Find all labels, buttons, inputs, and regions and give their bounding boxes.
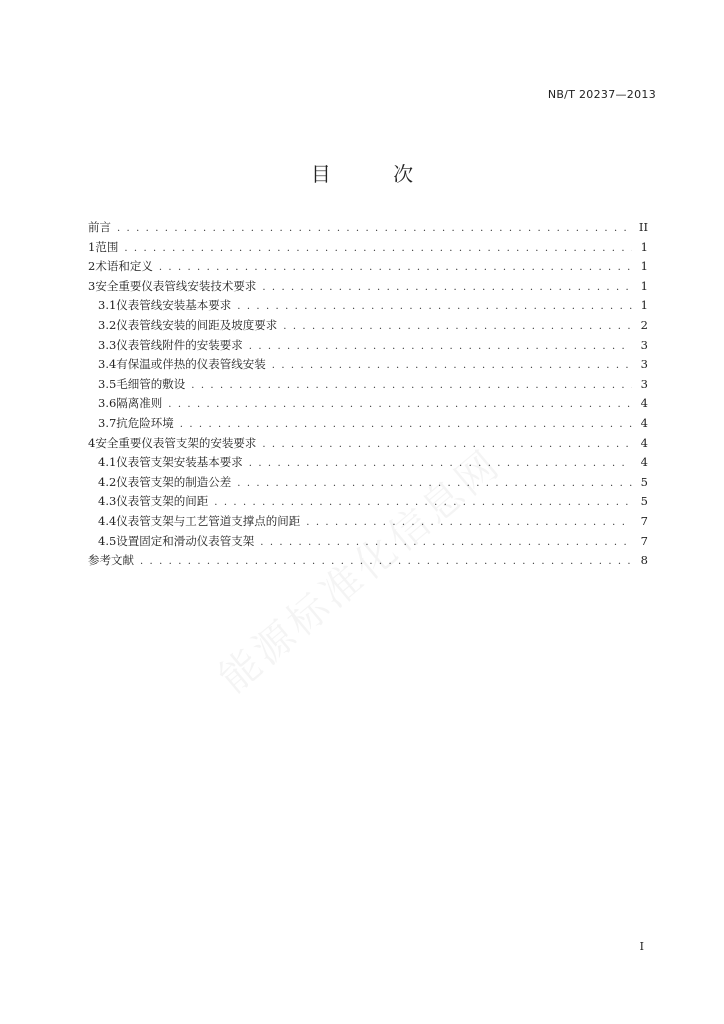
toc-entry-label: 术语和定义 bbox=[95, 259, 153, 274]
dot-leader bbox=[283, 317, 632, 337]
table-of-contents bbox=[88, 218, 648, 571]
toc-entry[interactable] bbox=[88, 473, 648, 493]
dot-leader bbox=[306, 513, 632, 533]
toc-entry[interactable] bbox=[88, 355, 648, 375]
toc-entry-page: 2 bbox=[640, 317, 648, 332]
page-number: I bbox=[639, 940, 644, 953]
toc-entry-label: 前言 bbox=[88, 220, 111, 234]
toc-entry-label: 仪表管线附件的安装要求 bbox=[116, 337, 243, 352]
toc-entry-label: 仪表管支架的制造公差 bbox=[116, 474, 232, 489]
toc-entry-number: 4.2 bbox=[98, 474, 117, 489]
toc-entry[interactable] bbox=[88, 257, 648, 277]
toc-entry-label: 仪表管线安装基本要求 bbox=[116, 298, 232, 313]
toc-entry-label: 有保温或伴热的仪表管线安装 bbox=[116, 357, 266, 372]
toc-entry-page: 4 bbox=[640, 455, 648, 470]
toc-entry[interactable] bbox=[88, 218, 648, 238]
dot-leader bbox=[117, 219, 632, 239]
toc-entry-page: II bbox=[638, 220, 648, 234]
toc-entry-label: 仪表管支架的间距 bbox=[116, 494, 209, 509]
document-code: NB/T 20237—2013 bbox=[547, 88, 656, 101]
toc-entry-page: 4 bbox=[640, 396, 648, 411]
toc-entry-page: 3 bbox=[640, 357, 648, 372]
toc-entry-page: 1 bbox=[640, 298, 648, 313]
dot-leader bbox=[262, 278, 632, 298]
toc-entry-label: 仪表管线安装的间距及坡度要求 bbox=[116, 317, 278, 332]
toc-entry[interactable] bbox=[88, 434, 648, 454]
toc-entry-page: 1 bbox=[640, 239, 648, 254]
dot-leader bbox=[237, 297, 632, 317]
dot-leader bbox=[262, 435, 632, 455]
toc-entry-number: 2 bbox=[88, 259, 96, 274]
toc-entry-label: 抗危险环境 bbox=[116, 415, 174, 430]
toc-entry[interactable] bbox=[88, 414, 648, 434]
toc-entry-label: 仪表管支架安装基本要求 bbox=[116, 455, 243, 470]
toc-entry-number: 4.1 bbox=[98, 455, 117, 470]
toc-entry-label: 隔离准则 bbox=[116, 396, 163, 411]
toc-entry-number: 1 bbox=[88, 239, 96, 254]
toc-entry-page: 5 bbox=[640, 494, 648, 509]
toc-entry-page: 3 bbox=[640, 376, 648, 391]
toc-entry-label: 范围 bbox=[95, 239, 119, 254]
toc-entry[interactable] bbox=[88, 375, 648, 395]
toc-entry-number: 4 bbox=[88, 435, 96, 450]
toc-entry-page: 5 bbox=[640, 474, 648, 489]
toc-entry-label: 仪表管支架与工艺管道支撑点的间距 bbox=[116, 513, 301, 528]
toc-entry[interactable] bbox=[88, 453, 648, 473]
dot-leader bbox=[180, 415, 632, 435]
dot-leader bbox=[272, 356, 632, 376]
toc-entry-page: 7 bbox=[640, 533, 648, 548]
toc-entry-page: 1 bbox=[640, 278, 648, 293]
toc-entry-page: 4 bbox=[640, 415, 648, 430]
toc-entry[interactable] bbox=[88, 238, 648, 258]
toc-entry-page: 1 bbox=[640, 259, 648, 274]
toc-entry-number: 3 bbox=[88, 278, 96, 293]
dot-leader bbox=[168, 395, 632, 415]
toc-entry-page: 8 bbox=[640, 553, 648, 568]
dot-leader bbox=[191, 376, 632, 396]
toc-entry[interactable] bbox=[88, 296, 648, 316]
toc-entry-page: 7 bbox=[640, 513, 648, 528]
dot-leader bbox=[159, 258, 632, 278]
toc-entry-number: 4.4 bbox=[98, 513, 117, 528]
toc-entry-page: 3 bbox=[640, 337, 648, 352]
dot-leader bbox=[249, 337, 632, 357]
toc-entry[interactable] bbox=[88, 316, 648, 336]
toc-entry-number: 4.3 bbox=[98, 494, 117, 509]
toc-entry-number: 3.1 bbox=[98, 298, 117, 313]
dot-leader bbox=[260, 533, 632, 553]
toc-entry-number: 3.6 bbox=[98, 396, 117, 411]
toc-entry-label: 安全重要仪表管支架的安装要求 bbox=[95, 435, 257, 450]
toc-entry[interactable] bbox=[88, 336, 648, 356]
toc-entry[interactable] bbox=[88, 492, 648, 512]
toc-entry-number: 3.3 bbox=[98, 337, 117, 352]
toc-entry-label: 设置固定和滑动仪表管支架 bbox=[116, 533, 255, 548]
toc-entry-number: 3.5 bbox=[98, 376, 117, 391]
toc-entry-number: 3.4 bbox=[98, 357, 117, 372]
dot-leader bbox=[124, 239, 632, 259]
toc-entry-number: 3.7 bbox=[98, 415, 117, 430]
toc-entry-page: 4 bbox=[640, 435, 648, 450]
toc-entry[interactable] bbox=[88, 394, 648, 414]
toc-entry-label: 参考文献 bbox=[88, 553, 134, 568]
toc-entry-number: 4.5 bbox=[98, 533, 117, 548]
toc-entry-label: 毛细管的敷设 bbox=[116, 376, 186, 391]
toc-entry-number: 3.2 bbox=[98, 317, 117, 332]
toc-entry-label: 安全重要仪表管线安装技术要求 bbox=[95, 278, 257, 293]
toc-entry[interactable] bbox=[88, 277, 648, 297]
page-title: 目 次 bbox=[310, 162, 442, 186]
